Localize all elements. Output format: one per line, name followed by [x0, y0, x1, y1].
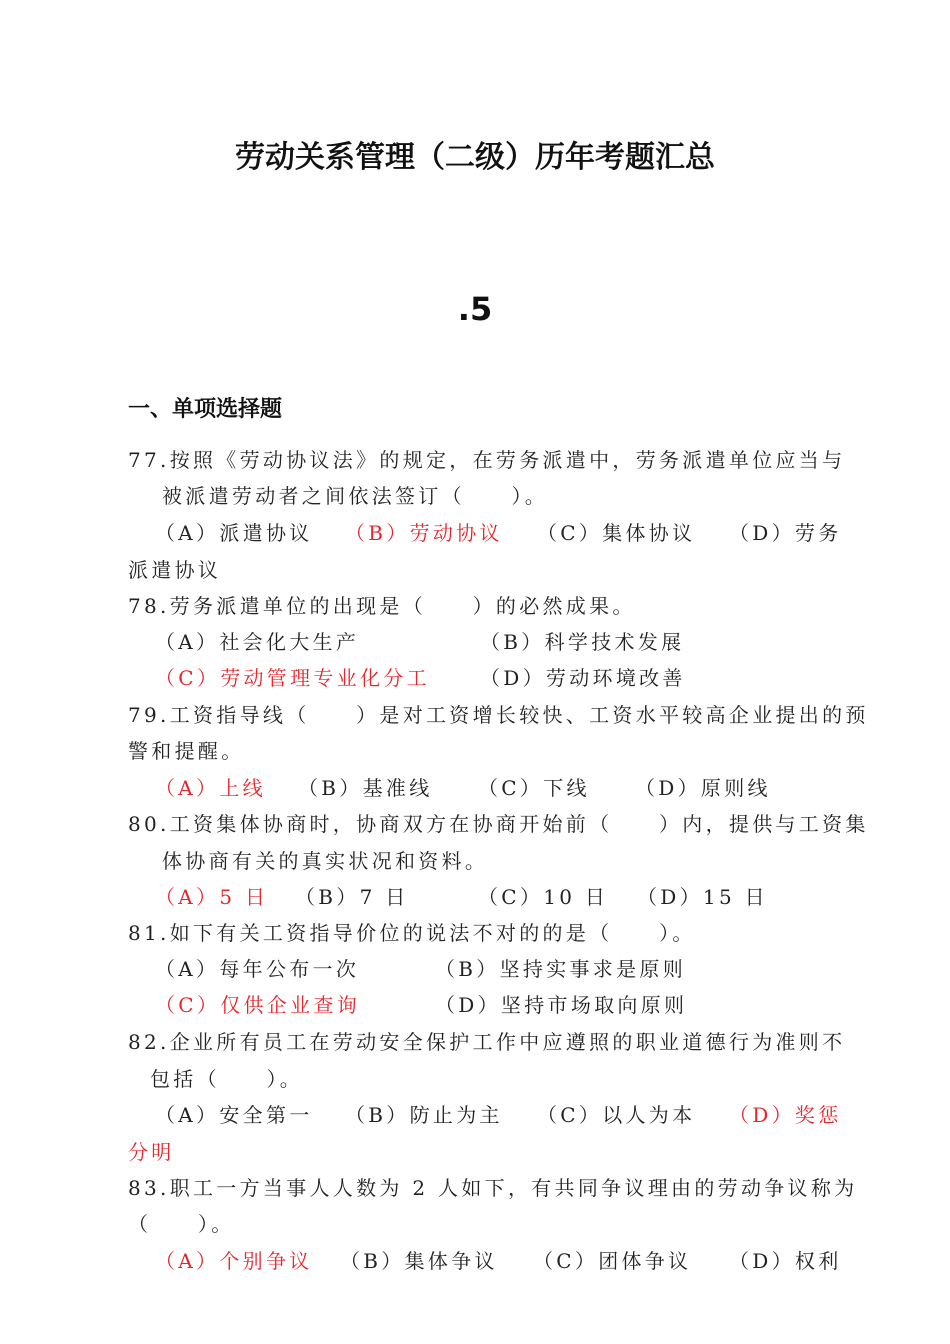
question-81-option-b: （B）坚持实事求是原则: [435, 957, 686, 981]
question-82-option-b: （B）防止为主: [345, 1103, 503, 1127]
question-77-option-a: （A）派遣协议: [155, 521, 313, 545]
question-79-stem-line-2: 警和提醒。: [128, 739, 245, 763]
question-81-option-d: （D）坚持市场取向原则: [435, 993, 688, 1017]
question-77-stem-line-2: 被派遣劳动者之间依法签订（ ）。: [162, 484, 549, 508]
question-82-stem-line-2: 包括（ ）。: [150, 1067, 304, 1091]
question-80-option-b: （B）7 日: [295, 885, 409, 909]
question-79-option-a: （A）上线: [155, 776, 266, 800]
document-title: 劳动关系管理（二级）历年考题汇总: [235, 140, 715, 175]
question-83-stem-line-1: 83.职工一方当事人人数为 2 人如下，有共同争议理由的劳动争议称为: [128, 1176, 858, 1200]
question-79-option-c: （C）下线: [478, 776, 590, 800]
question-83-option-c: （C）团体争议: [533, 1249, 692, 1273]
question-80-stem-line-2: 体协商有关的真实状况和资料。: [162, 849, 489, 873]
question-80-option-c: （C）10 日: [478, 885, 609, 909]
question-82-stem-line-1: 82.企业所有员工在劳动安全保护工作中应遵照的职业道德行为准则不: [128, 1030, 846, 1054]
question-83-option-d: （D）权利: [729, 1249, 842, 1273]
question-83-option-b: （B）集体争议: [340, 1249, 498, 1273]
document-subtitle: .5: [457, 290, 493, 328]
question-82-option-d-continued: 分明: [128, 1140, 175, 1164]
section-heading: 一、单项选择题: [128, 397, 283, 422]
question-80-stem-line-1: 80.工资集体协商时，协商双方在协商开始前（ ）内，提供与工资集: [128, 812, 869, 836]
question-77-option-b: （B）劳动协议: [345, 521, 503, 545]
question-78-option-b: （B）科学技术发展: [480, 630, 685, 654]
question-83-stem-line-2: （ ）。: [128, 1212, 235, 1236]
question-81-option-c: （C）仅供企业查询: [155, 993, 361, 1017]
question-78-option-c: （C）劳动管理专业化分工: [155, 666, 430, 690]
question-78-option-d: （D）劳动环境改善: [480, 666, 686, 690]
question-79-stem-line-1: 79.工资指导线（ ）是对工资增长较快、工资水平较高企业提出的预: [128, 703, 869, 727]
question-79-option-b: （B）基准线: [298, 776, 433, 800]
question-77-option-c: （C）集体协议: [537, 521, 696, 545]
question-80-option-a: （A）5 日: [155, 885, 269, 909]
question-83-option-a: （A）个别争议: [155, 1249, 313, 1273]
question-77-option-d: （D）劳务: [729, 521, 842, 545]
question-82-option-c: （C）以人为本: [537, 1103, 696, 1127]
question-82-option-d: （D）奖惩: [729, 1103, 842, 1127]
question-77-stem-line-1: 77.按照《劳动协议法》的规定，在劳务派遣中，劳务派遣单位应当与: [128, 448, 846, 472]
question-78-option-a: （A）社会化大生产: [155, 630, 360, 654]
question-77-option-d-continued: 派遣协议: [128, 558, 222, 582]
question-78-stem-line-1: 78.劳务派遣单位的出现是（ ）的必然成果。: [128, 594, 636, 618]
question-81-stem-line-1: 81.如下有关工资指导价位的说法不对的的是（ ）。: [128, 921, 696, 945]
question-81-option-a: （A）每年公布一次: [155, 957, 360, 981]
question-82-option-a: （A）安全第一: [155, 1103, 313, 1127]
question-80-option-d: （D）15 日: [637, 885, 768, 909]
question-79-option-d: （D）原则线: [635, 776, 771, 800]
